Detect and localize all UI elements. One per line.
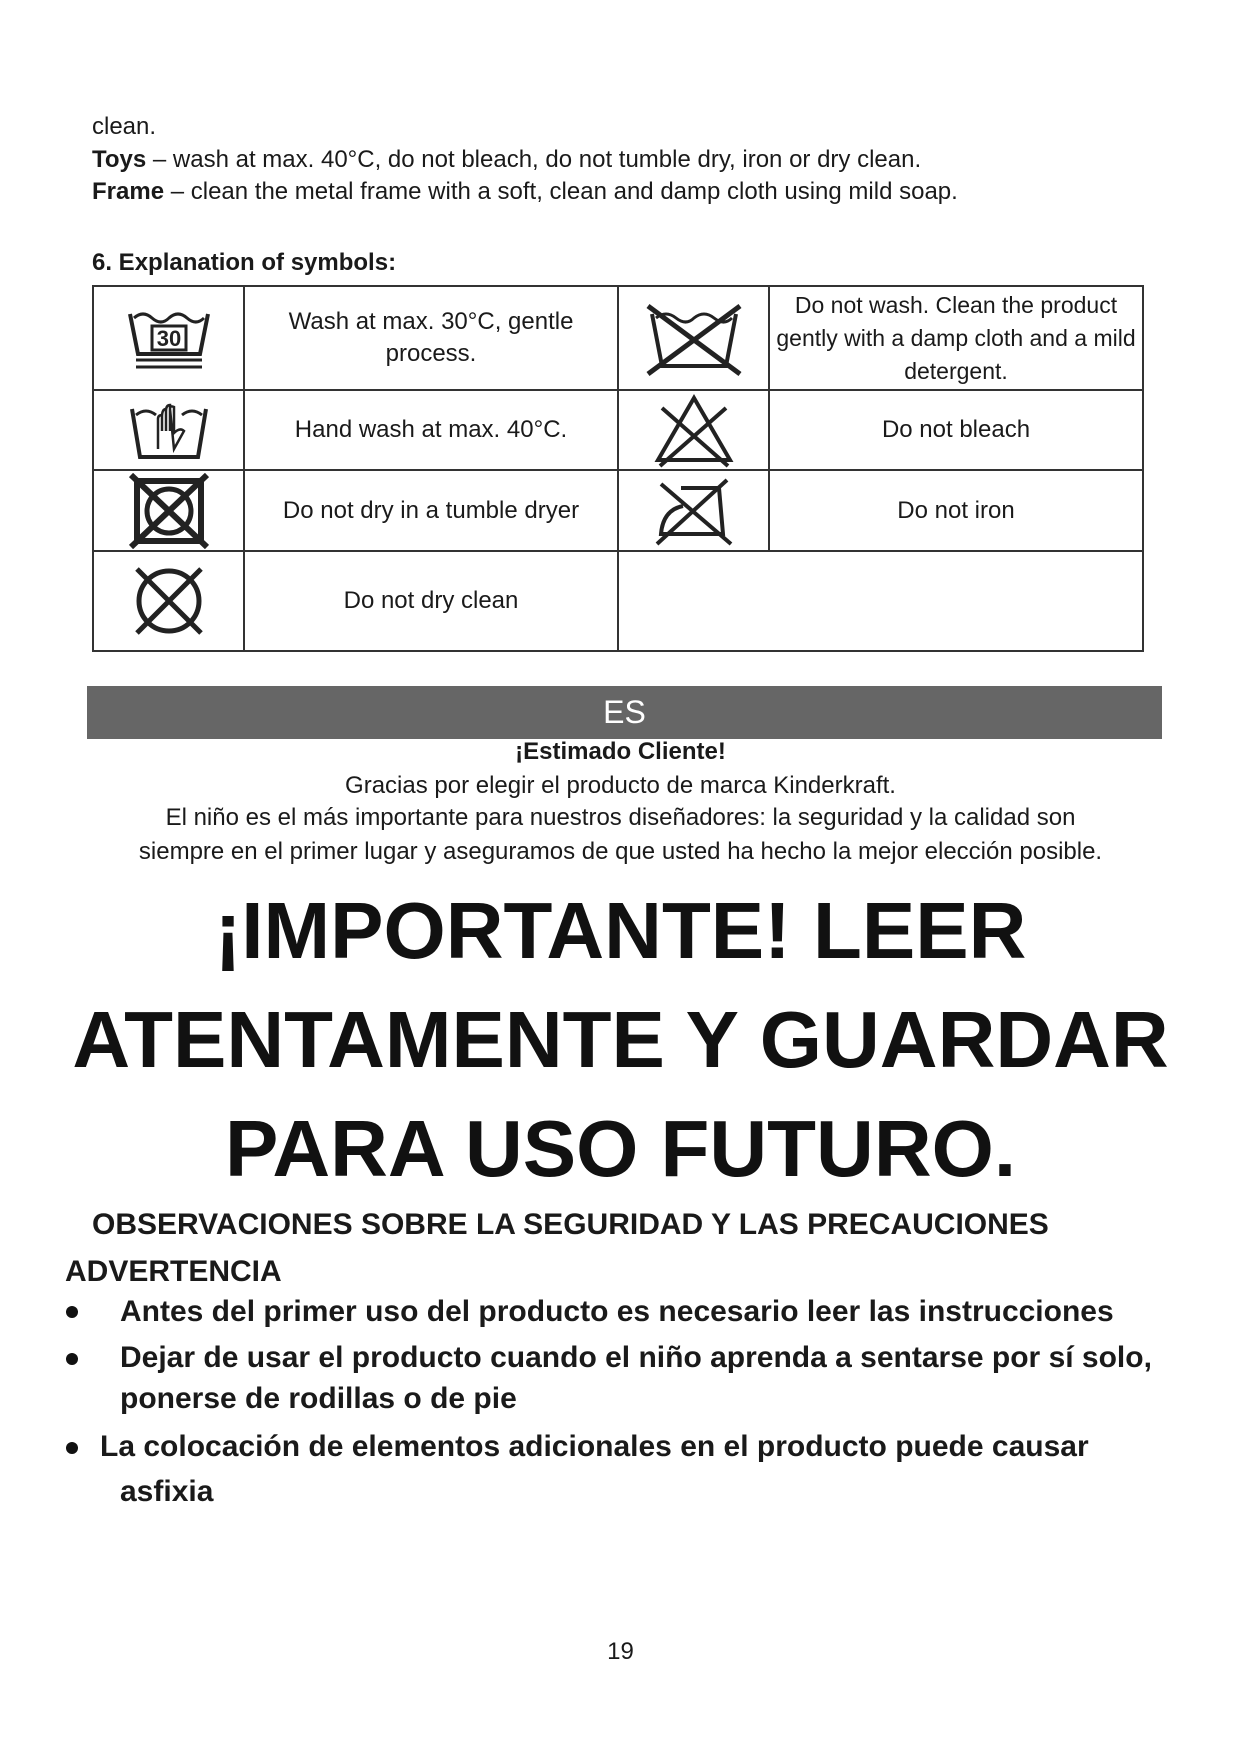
wash-30-gentle-icon — [93, 286, 244, 390]
toys-label: Toys — [92, 146, 147, 173]
do-not-dry-clean-description: Do not dry clean — [244, 551, 618, 651]
table-row — [93, 470, 1143, 551]
greeting: ¡Estimado Cliente! — [515, 738, 726, 765]
page-number: 19 — [607, 1638, 634, 1665]
hand-wash-description: Hand wash at max. 40°C. — [244, 390, 618, 470]
do-not-tumble-dry-icon — [93, 470, 244, 551]
do-not-wash-icon — [618, 286, 769, 390]
safety-heading: OBSERVACIONES SOBRE LA SEGURIDAD Y LAS PRECAUCIONES — [92, 1208, 1049, 1241]
warning-heading: ADVERTENCIA — [65, 1255, 282, 1288]
bullet-dot — [66, 1442, 78, 1454]
do-not-bleach-description: Do not bleach — [769, 390, 1143, 470]
do-not-wash-description: Do not wash. Clean the product gently with a damp cloth and a mild detergent. — [769, 286, 1143, 390]
bullet-item-3-continued: asfixia — [120, 1475, 214, 1508]
do-not-bleach-icon — [618, 390, 769, 470]
symbols-table — [92, 285, 1144, 652]
empty-cell — [618, 551, 1143, 651]
do-not-iron-description: Do not iron — [769, 470, 1143, 551]
text-line-clean: clean. — [92, 113, 157, 140]
toys-care-line — [92, 144, 921, 176]
do-not-iron-icon — [618, 470, 769, 551]
table-row — [93, 390, 1143, 470]
do-not-tumble-dry-description: Do not dry in a tumble dryer — [244, 470, 618, 551]
intro-line-3: siempre en el primer lugar y aseguramos de que usted ha hecho la mejor elección posible. — [138, 838, 1103, 865]
do-not-dry-clean-icon — [93, 551, 244, 651]
hand-wash-icon — [93, 390, 244, 470]
table-row — [93, 551, 1143, 651]
wash-30-description: Wash at max. 30°C, gentle process. — [244, 286, 618, 390]
bullet-item-2-continued: ponerse de rodillas o de pie — [120, 1382, 517, 1415]
bullet-item-3: La colocación de elementos adicionales en el producto puede causar — [100, 1430, 1089, 1463]
toys-text: – wash at max. 40°C, do not bleach, do not tumble dry, iron or dry clean. — [146, 146, 922, 173]
bullet-item-1: Antes del primer uso del producto es necesario leer las instrucciones — [120, 1295, 1114, 1328]
important-heading-line-1: ¡IMPORTANTE! LEER — [214, 886, 1027, 975]
frame-text: – clean the metal frame with a soft, clean and damp cloth using mild soap. — [164, 178, 958, 205]
bullet-dot — [66, 1353, 78, 1365]
frame-label: Frame — [92, 178, 165, 205]
important-heading-line-3: PARA USO FUTURO. — [224, 1104, 1017, 1193]
wash-temperature-number: 30 — [156, 326, 181, 351]
symbols-heading: 6. Explanation of symbols: — [92, 249, 397, 276]
bullet-dot — [66, 1306, 78, 1318]
table-row — [93, 286, 1143, 390]
bullet-item-2: Dejar de usar el producto cuando el niño aprenda a sentarse por sí solo, — [120, 1341, 1152, 1374]
frame-care-line — [92, 176, 958, 208]
important-heading-line-2: ATENTAMENTE Y GUARDAR — [72, 995, 1169, 1084]
intro-line-1: Gracias por elegir el producto de marca Kinderkraft. — [345, 772, 896, 799]
language-section-bar: ES — [87, 686, 1162, 739]
intro-line-2: El niño es el más importante para nuestros diseñadores: la seguridad y la calidad son — [165, 804, 1076, 831]
